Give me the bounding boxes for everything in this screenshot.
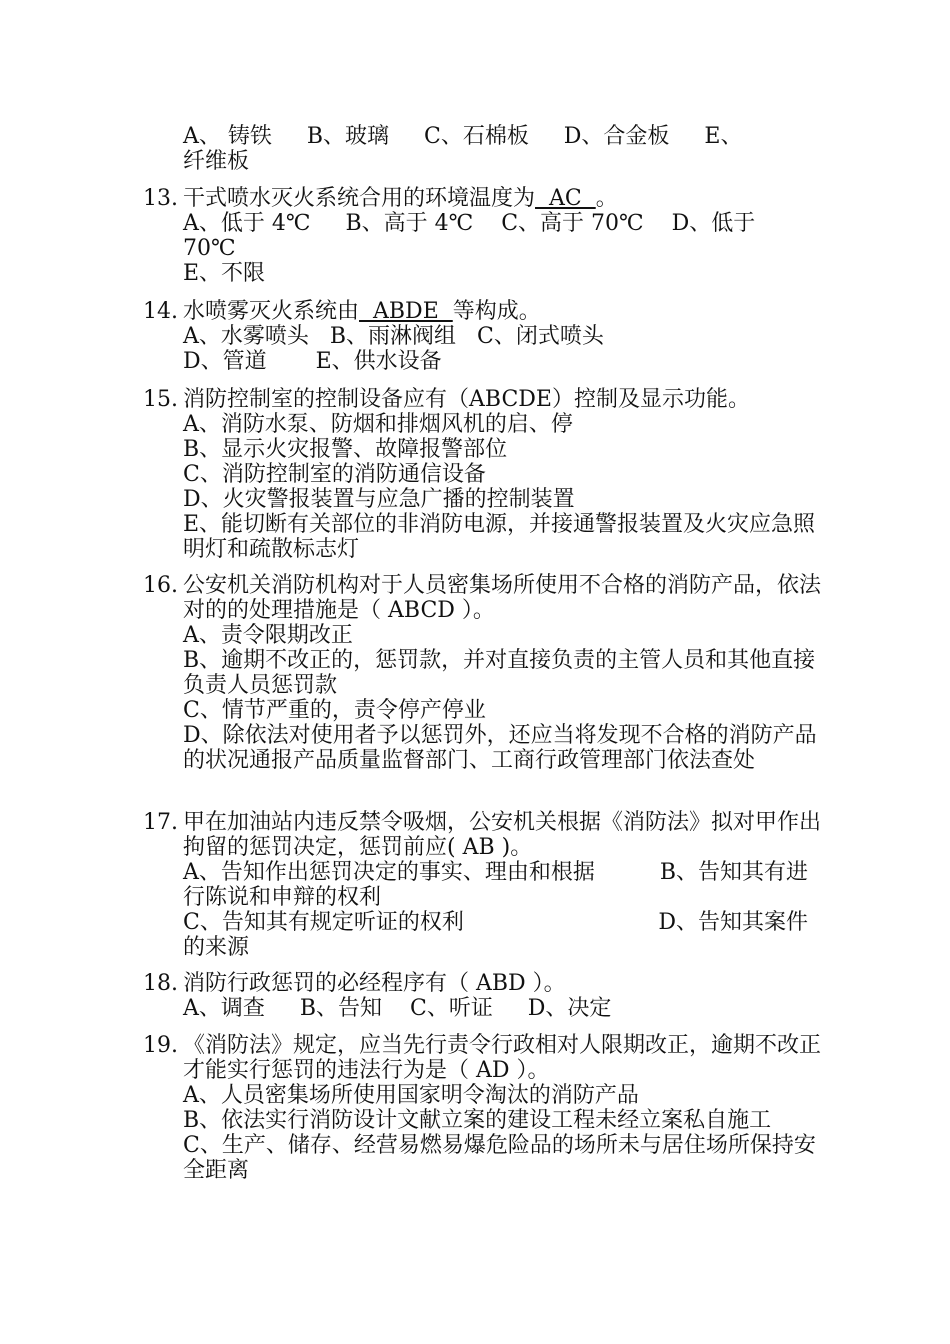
option-b: B、逾期不改正的，惩罚款，并对直接负责的主管人员和其他直接负责人员惩罚款 [183,648,816,698]
option-c: C、情节严重的，责令停产停业 [183,698,486,723]
option-line: A、 铸铁 B、玻璃 C、石棉板 D、合金板 E、 [183,124,743,149]
question-number: 15. [143,387,178,412]
option-d: D、火灾警报装置与应急广播的控制装置 [183,487,575,512]
question-18 [143,971,823,1021]
option-b: B、显示火灾报警、故障报警部位 [183,437,508,462]
option-a: A、人员密集场所使用国家明令淘汰的消防产品 [183,1083,639,1108]
question-number: 14. [143,299,178,324]
option-a: A、责令限期改正 [183,623,353,648]
answer-options [183,324,823,374]
question-number: 18. [143,971,178,996]
option-row [183,910,808,935]
question-16 [143,573,823,773]
option-c: C、消防控制室的消防通信设备 [183,462,486,487]
option-row [183,860,808,885]
option-b-continued: 行陈说和申辩的权利 [183,885,382,910]
question-text: 干式喷水灭火系统合用的环境温度为 AC 。 [183,186,618,211]
question-text: 水喷雾灭火系统由 ABDE 等构成。 [183,299,541,324]
answer-options [183,996,823,1021]
question-text: 消防行政惩罚的必经程序有（ ABD ）。 [183,971,566,996]
question-number: 13. [143,186,178,211]
question-number: 17. [143,810,178,835]
question-number: 16. [143,573,178,598]
answer-options [183,1083,823,1183]
option-c: C、告知其有规定听证的权利 [183,910,464,935]
option-b: B、告知其有进 [659,860,808,885]
question-12-options-fragment [183,124,823,174]
option-line: 70℃ [183,236,236,261]
option-line: A、水雾喷头 B、雨淋阀组 C、闭式喷头 [183,324,604,349]
option-b: B、依法实行消防设计文献立案的建设工程未经立案私自施工 [183,1108,772,1133]
option-c: C、生产、储存、经营易燃易爆危险品的场所未与居住场所保持安全距离 [183,1133,816,1183]
option-line: E、不限 [183,261,266,286]
option-line: A、低于 4℃ B、高于 4℃ C、高于 70℃ D、低于 [183,211,756,236]
question-17 [143,810,823,960]
question-text: 公安机关消防机构对于人员密集场所使用不合格的消防产品，依法对的的处理措施是（ ABCD ）。 [183,573,822,623]
answer-blank: ABDE [359,299,453,324]
question-text: 甲在加油站内违反禁令吸烟，公安机关根据《消防法》拟对甲作出拘留的惩罚决定，惩罚前应( AB )。 [183,810,822,860]
question-text: 《消防法》规定，应当先行责令行政相对人限期改正，逾期不改正才能实行惩罚的违法行为是（ AD ）。 [183,1033,822,1083]
option-d-continued: 的来源 [183,935,250,960]
answer-options [183,412,823,562]
question-14 [143,299,823,374]
answer-blank: AC [535,186,596,211]
option-line: A、调查 B、告知 C、听证 D、决定 [183,996,612,1021]
option-line: 纤维板 [183,149,250,174]
question-number: 19. [143,1033,178,1058]
question-text: 消防控制室的控制设备应有（ABCDE）控制及显示功能。 [183,387,750,412]
question-15 [143,387,823,562]
option-d: D、除依法对使用者予以惩罚外，还应当将发现不合格的消防产品的状况通报产品质量监督部门、工商行政管理部门依法查处 [183,723,817,773]
answer-options [183,623,823,773]
option-e: E、能切断有关部位的非消防电源，并接通警报装置及火灾应急照明灯和疏散标志灯 [183,512,816,562]
answer-options [183,211,823,286]
option-a: A、告知作出惩罚决定的事实、理由和根据 [183,860,595,885]
option-a: A、消防水泵、防烟和排烟风机的启、停 [183,412,573,437]
answer-options [183,860,823,960]
option-d: D、告知其案件 [658,910,808,935]
question-19 [143,1033,823,1183]
option-line: D、管道 E、供水设备 [183,349,442,374]
question-13 [143,186,823,286]
